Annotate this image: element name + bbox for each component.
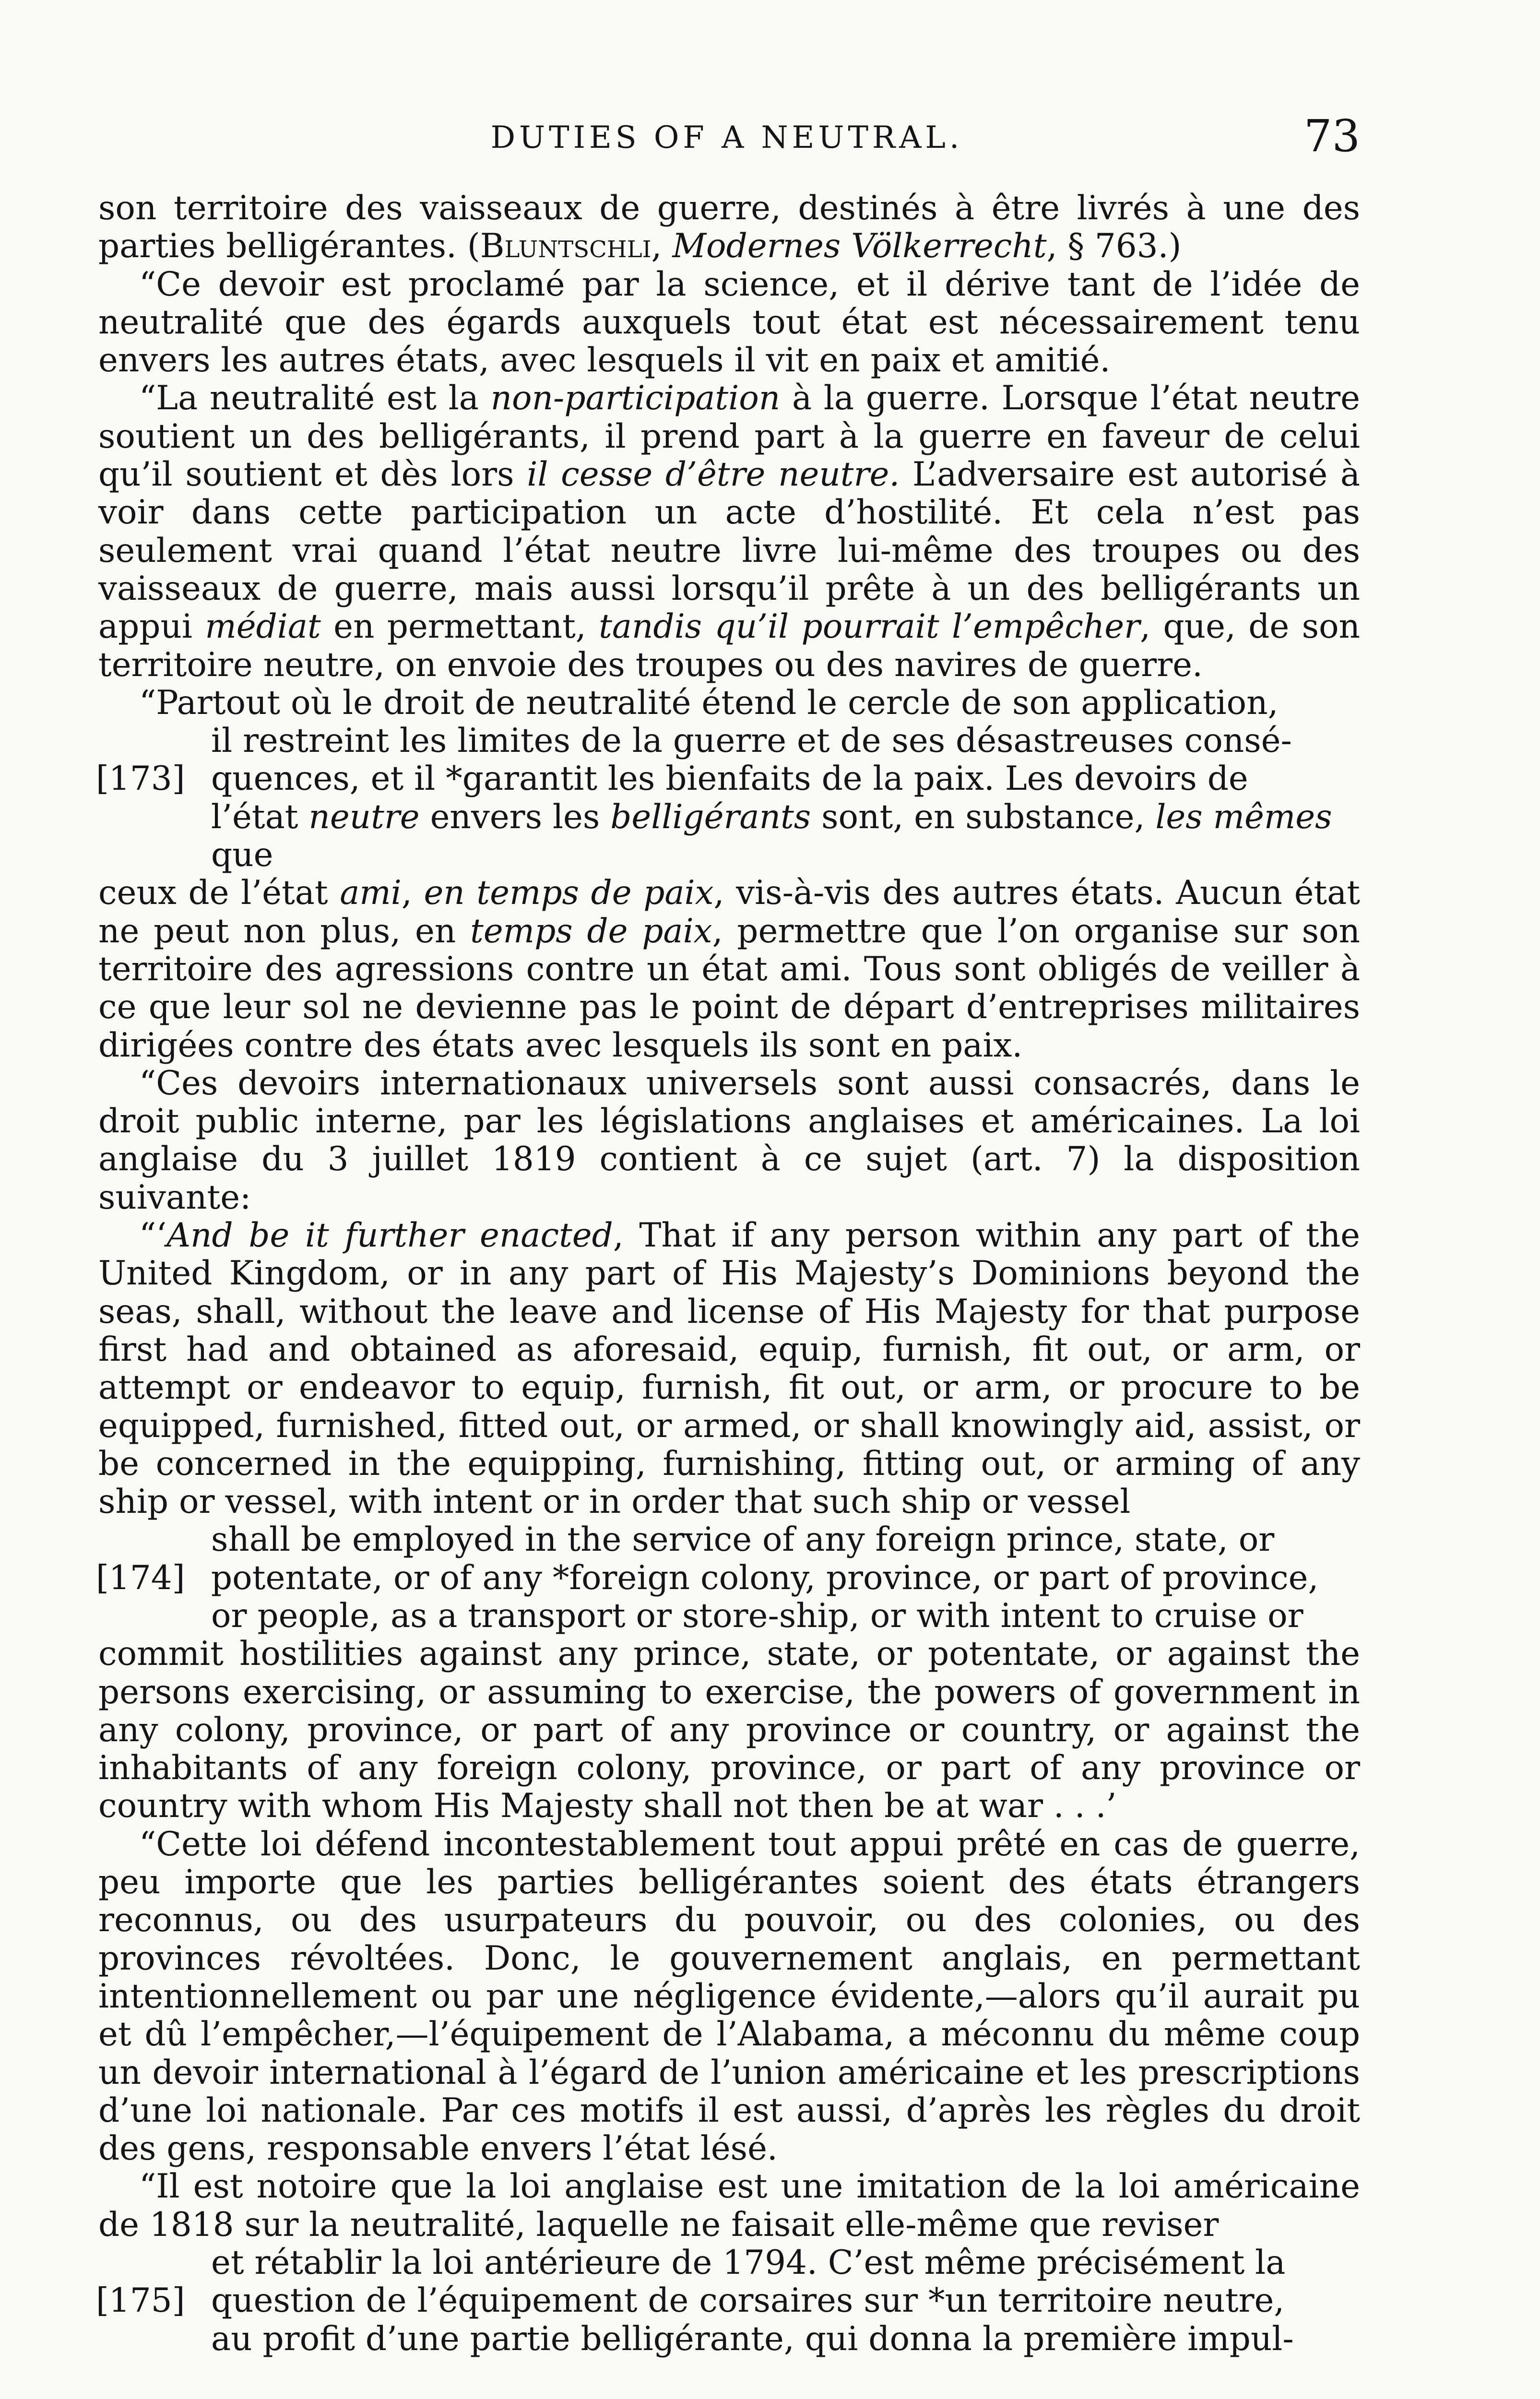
page-marker-175: [175]	[96, 2281, 185, 2320]
text-line: question de l’équipement de corsaires sur *un territoire neutre,	[211, 2281, 1285, 2320]
italic-phrase: il cesse d’être neutre.	[527, 455, 900, 494]
paragraph-7: “Cette loi défend incontestablement tout appui prêté en cas de guerre, peu importe que les parties belligérantes soient des états étrangers reconnus, ou des usurpateurs du pouvoir, ou des colonies, ou des provinces révoltées. Donc, le gouvernement anglais, en permettant intentionnellement ou par une négligence évidente,—alors qu’il aurait pu et dû l’empêcher,—l’équipement de l’Alabama, a méconnu du même coup un devoir international à l’égard de l’union américaine et les prescriptions d’une loi nationale. Par ces motifs il est aussi, d’après les règles du droit des gens, responsable envers l’état lésé.	[98, 1825, 1360, 2168]
text-run: à la guerre. Lorsque l’état neutre soutient un des belligérants, il prend part à la guerre en faveur de celui qu’il soutient et dès lors	[98, 379, 1360, 494]
text-line: quences, et il *garantit les bienfaits de la paix. Les devoirs de	[211, 760, 1248, 798]
text-run: “La neutralité est la	[139, 379, 491, 418]
citation-work: Modernes Völkerrecht	[672, 227, 1047, 266]
text-run: ,	[651, 227, 673, 266]
text-line	[98, 798, 1360, 875]
body-text	[98, 190, 1360, 2358]
text-run: “‘	[139, 1216, 167, 1255]
text-line: et rétablir la loi antérieure de 1794. C’est même précisément la	[211, 2244, 1286, 2282]
citation-author: Bluntschli	[480, 227, 652, 266]
page-marker-173: [173]	[96, 760, 185, 798]
text-line: au profit d’une partie belligérante, qui donna la première impul-	[211, 2319, 1294, 2358]
page-header	[94, 110, 1360, 163]
text-line: potentate, or of any *foreign colony, province, or part of province,	[211, 1558, 1319, 1597]
italic-phrase: les mêmes	[1155, 797, 1332, 836]
paragraph-1	[98, 190, 1360, 266]
paragraph-6-quote	[98, 1217, 1360, 1521]
text-run: , That if any person within any part of the United Kingdom, or in any part of His Majesty’s Dominions beyond the seas, shall, without the leave and license of His Majesty for that purpose first had and obtained as aforesaid, equip, furnish, fit out, or arm, or attempt or endeavor to equip, furnish, fit out, or arm, or procure to be equipped, furnished, fitted out, or armed, or shall knowingly aid, assist, or be concerned in the equipping, furnishing, fitting out, or arming of any ship or vessel, with intent or in order that such ship or vessel	[98, 1216, 1360, 1521]
paragraph-5: “Ces devoirs internationaux universels sont aussi consacrés, dans le droit public interne, par les législations anglaises et américaines. La loi anglaise du 3 juillet 1819 contient à ce sujet (art. 7) la disposition suivante:	[98, 1064, 1360, 1217]
text-line: or people, as a transport or store-ship, or with intent to cruise or	[211, 1596, 1303, 1635]
page-number: 73	[1303, 110, 1360, 162]
paragraph-4-marker-block	[98, 684, 1360, 874]
text-run: son territoire des vaisseaux de guerre, destinés à être livrés à une des parties belligérantes. (	[98, 189, 1360, 266]
text-run: , que, de son territoire neutre, on envoie des troupes ou des navires de guerre.	[98, 607, 1360, 684]
italic-phrase: non-participation	[490, 379, 781, 418]
paragraph-4-continuation	[98, 874, 1360, 1064]
text-run: envers les	[419, 797, 611, 836]
italic-phrase: tandis qu’il pourrait l’empêcher	[599, 607, 1140, 646]
paragraph-2: “Ce devoir est proclamé par la science, et il dérive tant de l’idée de neutralité que des égards auxquels tout état est nécessairement tenu envers les autres états, avec lesquels il vit en paix et amitié.	[98, 265, 1360, 380]
italic-phrase: temps de paix	[470, 912, 712, 950]
italic-phrase: en temps de paix	[424, 874, 714, 913]
text-run: , vis-à-vis des autres états. Aucun état ne peut non plus, en	[98, 874, 1360, 950]
text-line: shall be employed in the service of any foreign prince, state, or	[211, 1520, 1275, 1559]
paragraph-8-marker-block	[98, 2244, 1360, 2358]
text-run: l’état	[211, 797, 309, 836]
italic-phrase: neutre	[308, 797, 420, 836]
text-line: il restreint les limites de la guerre et de ses désastreuses consé-	[211, 722, 1292, 760]
italic-phrase: belligérants	[610, 797, 811, 836]
italic-phrase: ami	[340, 874, 402, 913]
paragraph-8: “Il est notoire que la loi anglaise est une imitation de la loi américaine de 1818 sur la neutralité, laquelle ne faisait elle-même que reviser	[98, 2167, 1360, 2244]
text-run: L’adversaire est autorisé à voir dans cette participation un acte d’hostilité. Et cela n’est pas seulement vrai quand l’état neutre livre lui-même des troupes ou des vaisseaux de guerre, mais aussi lorsqu’il prête à un des belligérants un appui	[98, 455, 1360, 646]
paragraph-3	[98, 380, 1360, 684]
text-run: en permettant,	[320, 607, 599, 646]
text-run: ceux de l’état	[98, 874, 340, 913]
page-marker-174: [174]	[96, 1558, 185, 1597]
running-head: DUTIES OF A NEUTRAL.	[490, 120, 963, 155]
text-run: ,	[401, 874, 424, 913]
text-run: que	[211, 836, 273, 875]
paragraph-6-continuation: commit hostilities against any prince, state, or potentate, or against the persons exercising, or assuming to exercise, the powers of government in any colony, province, or part of any province or country, or against the inhabitants of any foreign colony, province, or part of any province or country with whom His Majesty shall not then be at war . . .’	[98, 1635, 1360, 1826]
paragraph-4-first-line: “Partout où le droit de neutralité étend le cercle de son application,	[139, 683, 1279, 722]
text-run: , permettre que l’on organise sur son territoire des agressions contre un état ami. Tous sont obligés de veiller à ce que leur sol ne devienne pas le point de départ d’entreprises militaires dirigées contre des états avec lesquels ils sont en paix.	[98, 912, 1360, 1065]
text-run: , § 763.)	[1046, 227, 1182, 266]
paragraph-6-marker-block	[98, 1521, 1360, 1635]
text-run: sont, en substance,	[811, 797, 1156, 836]
italic-phrase: médiat	[205, 607, 321, 646]
italic-phrase: And be it further enacted	[166, 1216, 613, 1255]
